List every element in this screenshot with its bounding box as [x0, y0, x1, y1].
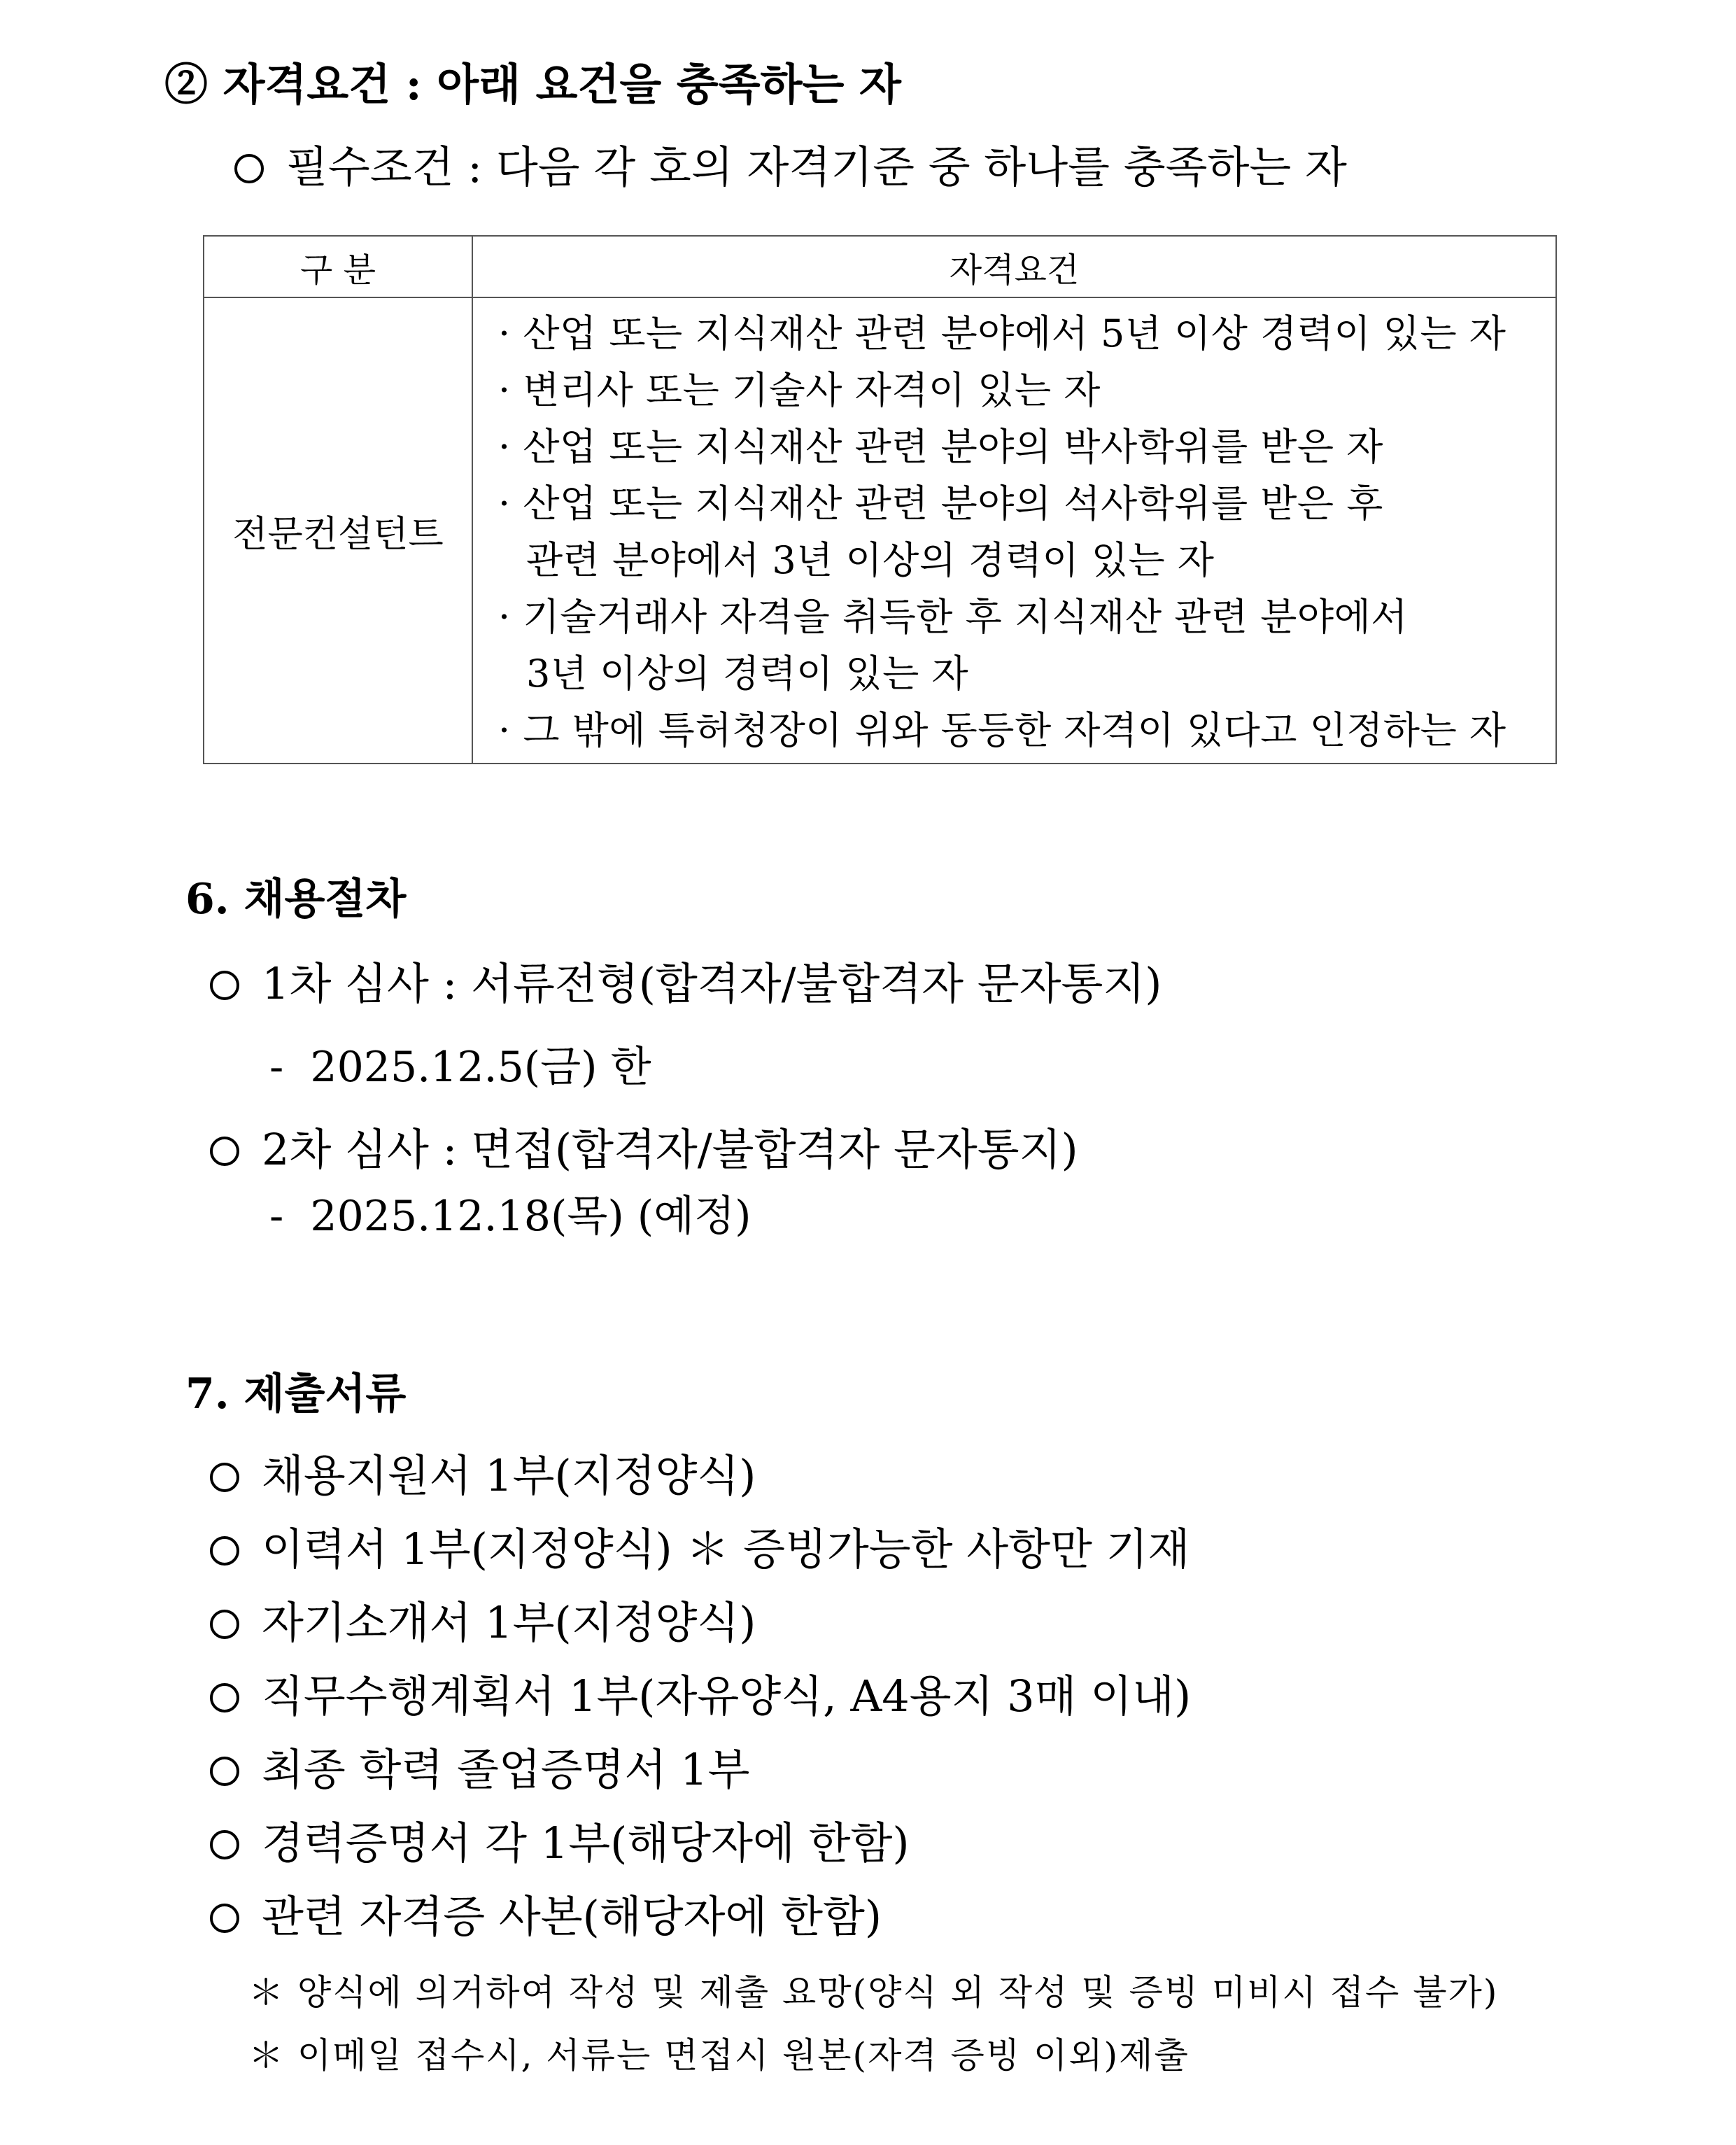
- document-item: [210, 1671, 1192, 1722]
- circle-bullet-icon: [210, 1904, 239, 1933]
- requirements-cell: [472, 297, 1556, 764]
- document-item: [210, 1597, 756, 1648]
- document-item-text: 최종 학력 졸업증명서 1부: [262, 1744, 750, 1795]
- required-condition-text: 필수조건 : 다음 각 호의 자격기준 중 하나를 충족하는 자: [286, 141, 1347, 192]
- circle-bullet-icon: [210, 971, 239, 1000]
- note-text: ＊ 이메일 접수시, 서류는 면접시 원본(자격 증빙 이외)제출: [248, 2035, 1190, 2076]
- requirement-item-continuation: 관련 분야에서 3년 이상의 경력이 있는 자: [526, 538, 1215, 582]
- stage1-item: [210, 958, 1162, 1009]
- document-item-text: 자기소개서 1부(지정양식): [262, 1597, 756, 1648]
- requirement-item: · 그 밖에 특허청장이 위와 동등한 자격이 있다고 인정하는 자: [498, 708, 1506, 752]
- section-6-title: 6. 채용절차: [185, 875, 407, 924]
- qualification-table: [203, 235, 1557, 764]
- requirement-item: · 산업 또는 지식재산 관련 분야의 석사학위를 받은 후: [498, 481, 1383, 526]
- document-item: [210, 1524, 1190, 1575]
- table-header-row: [204, 236, 1556, 297]
- table-header-category: 구 분: [204, 236, 472, 297]
- document-item-text: 경력증명서 각 1부(해당자에 한함): [262, 1817, 910, 1869]
- required-condition: [234, 141, 1347, 192]
- document-item: [210, 1817, 910, 1869]
- requirement-item-continuation: 3년 이상의 경력이 있는 자: [526, 652, 969, 696]
- circle-bullet-icon: [234, 154, 264, 183]
- circle-bullet-icon: [210, 1683, 239, 1713]
- document-item: [210, 1891, 882, 1942]
- requirement-item: · 변리사 또는 기술사 자격이 있는 자: [498, 368, 1101, 412]
- stage2-item: [210, 1124, 1078, 1175]
- section-7-title: 7. 제출서류: [185, 1370, 407, 1419]
- document-item-text: 직무수행계획서 1부(자유양식, A4용지 3매 이내): [262, 1671, 1192, 1722]
- stage2-text: 2차 심사 : 면접(합격자/불합격자 문자통지): [262, 1124, 1078, 1175]
- circle-bullet-icon: [210, 1757, 239, 1786]
- requirement-item: · 산업 또는 지식재산 관련 분야에서 5년 이상 경력이 있는 자: [498, 311, 1506, 356]
- table-header-requirements: 자격요건: [472, 236, 1556, 297]
- circle-bullet-icon: [210, 1610, 239, 1639]
- circle-bullet-icon: [210, 1536, 239, 1566]
- circle-bullet-icon: [210, 1463, 239, 1492]
- stage1-text: 1차 심사 : 서류전형(합격자/불합격자 문자통지): [262, 958, 1162, 1009]
- note-text: ＊ 양식에 의거하여 작성 및 제출 요망(양식 외 작성 및 증빙 미비시 접수 불가): [248, 1972, 1499, 2013]
- qualification-subtitle: ② 자격요건 : 아래 요건을 충족하는 자: [164, 59, 901, 110]
- document-item-text: 이력서 1부(지정양식) ＊ 증빙가능한 사항만 기재: [262, 1524, 1190, 1575]
- table-row: [204, 297, 1556, 764]
- document-item: [210, 1450, 756, 1501]
- stage2-date: - 2025.12.18(목) (예정): [269, 1192, 751, 1241]
- document-item: [210, 1744, 750, 1795]
- stage1-date: - 2025.12.5(금) 한: [269, 1043, 651, 1092]
- document-item-text: 채용지원서 1부(지정양식): [262, 1450, 756, 1501]
- requirement-item: · 산업 또는 지식재산 관련 분야의 박사학위를 받은 자: [498, 425, 1383, 469]
- requirement-item: · 기술거래사 자격을 취득한 후 지식재산 관련 분야에서: [498, 595, 1408, 639]
- document-item-text: 관련 자격증 사본(해당자에 한함): [262, 1891, 882, 1942]
- circle-bullet-icon: [210, 1137, 239, 1166]
- category-cell: 전문컨설턴트: [204, 297, 472, 764]
- circle-bullet-icon: [210, 1830, 239, 1859]
